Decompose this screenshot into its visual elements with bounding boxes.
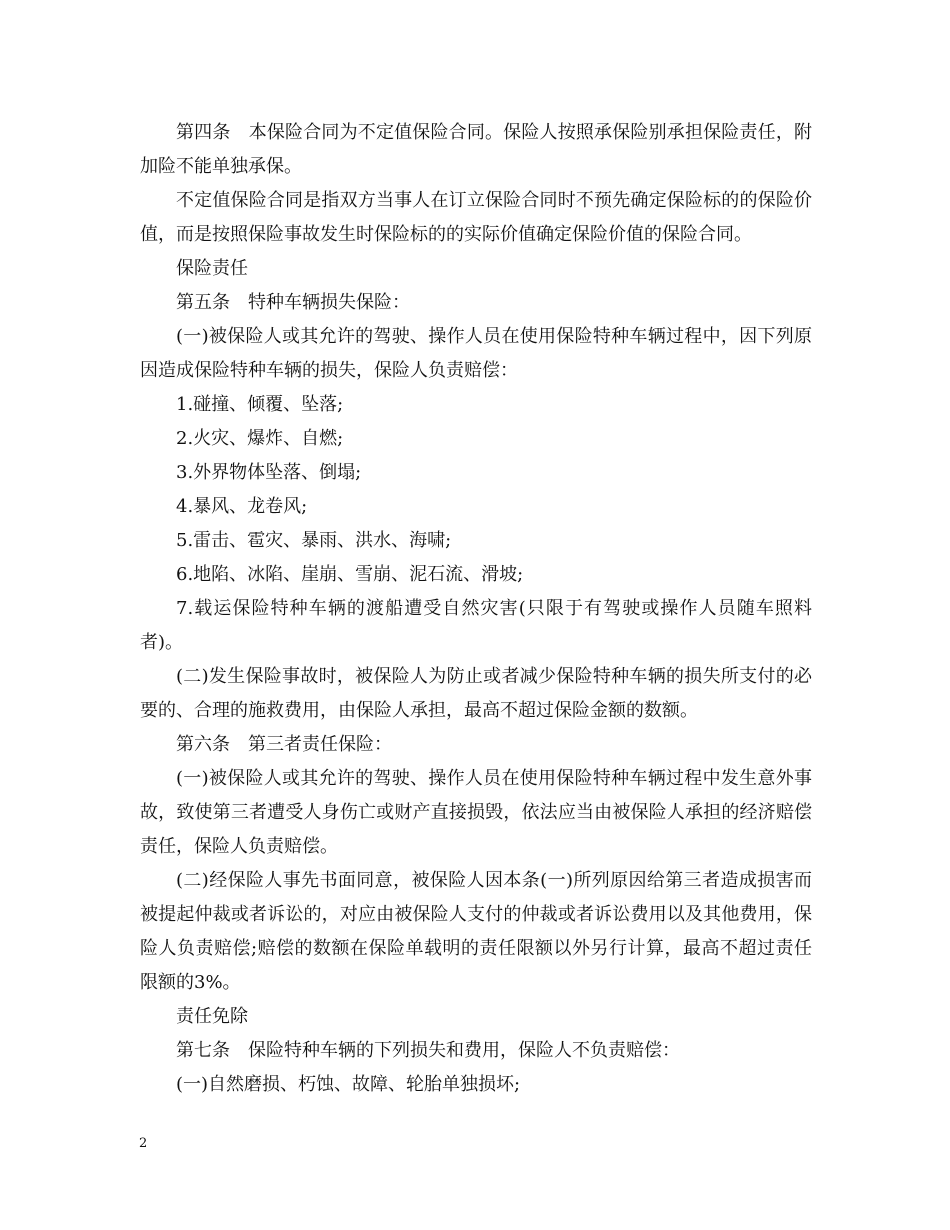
list-item: 3.外界物体坠落、倒塌;: [176, 462, 362, 483]
article-4-paragraph: 第四条 本保险合同为不定值保险合同。保险人按照承保险别承担保险责任，附加险不能单独承保。: [140, 122, 812, 177]
list-item: 5.雷击、雹灾、暴雨、洪水、海啸;: [176, 530, 452, 551]
article-5-heading: 第五条 特种车辆损失保险：: [176, 292, 410, 313]
article-7-heading: 第七条 保险特种车辆的下列损失和费用，保险人不负责赔偿：: [176, 1040, 680, 1061]
article-5-clause-2: (二)发生保险事故时，被保险人为防止或者减少保险特种车辆的损失所支付的必要的、合理的施救费用，由保险人承担，最高不超过保险金额的数额。: [140, 666, 812, 721]
page-number: 2: [139, 1136, 148, 1151]
article-6-heading: 第六条 第三者责任保险：: [176, 734, 392, 755]
article-5-clause-1: (一)被保险人或其允许的驾驶、操作人员在使用保险特种车辆过程中，因下列原因造成保险特种车辆的损失，保险人负责赔偿：: [140, 326, 812, 381]
list-item: 2.火灾、爆炸、自燃;: [176, 428, 344, 449]
article-6-clause-1: (一)被保险人或其允许的驾驶、操作人员在使用保险特种车辆过程中发生意外事故，致使第三者遭受人身伤亡或财产直接损毁，依法应当由被保险人承担的经济赔偿责任，保险人负责赔偿。: [140, 768, 812, 857]
list-item: 4.暴风、龙卷风;: [176, 496, 308, 517]
unvalued-contract-definition: 不定值保险合同是指双方当事人在订立保险合同时不预先确定保险标的的保险价值，而是按照保险事故发生时保险标的的实际价值确定保险价值的保险合同。: [140, 190, 812, 245]
article-6-clause-2: (二)经保险人事先书面同意，被保险人因本条(一)所列原因给第三者造成损害而被提起仲裁或者诉讼的，对应由被保险人支付的仲裁或者诉讼费用以及其他费用，保险人负责赔偿;赔偿的数额在保险单载明的责任限额以外另行计算，最高不超过责任限额的3%。: [140, 870, 812, 993]
list-item: 1.碰撞、倾覆、坠落;: [176, 394, 344, 415]
article-7-clause-1: (一)自然磨损、朽蚀、故障、轮胎单独损坏;: [176, 1074, 521, 1095]
document-body: [140, 116, 812, 1102]
list-item: 7.载运保险特种车辆的渡船遭受自然灾害(只限于有驾驶或操作人员随车照料者)。: [140, 598, 812, 653]
section-heading-exclusions: 责任免除: [176, 1006, 248, 1027]
section-heading-coverage: 保险责任: [176, 258, 248, 279]
list-item: 6.地陷、冰陷、崖崩、雪崩、泥石流、滑坡;: [176, 564, 524, 585]
